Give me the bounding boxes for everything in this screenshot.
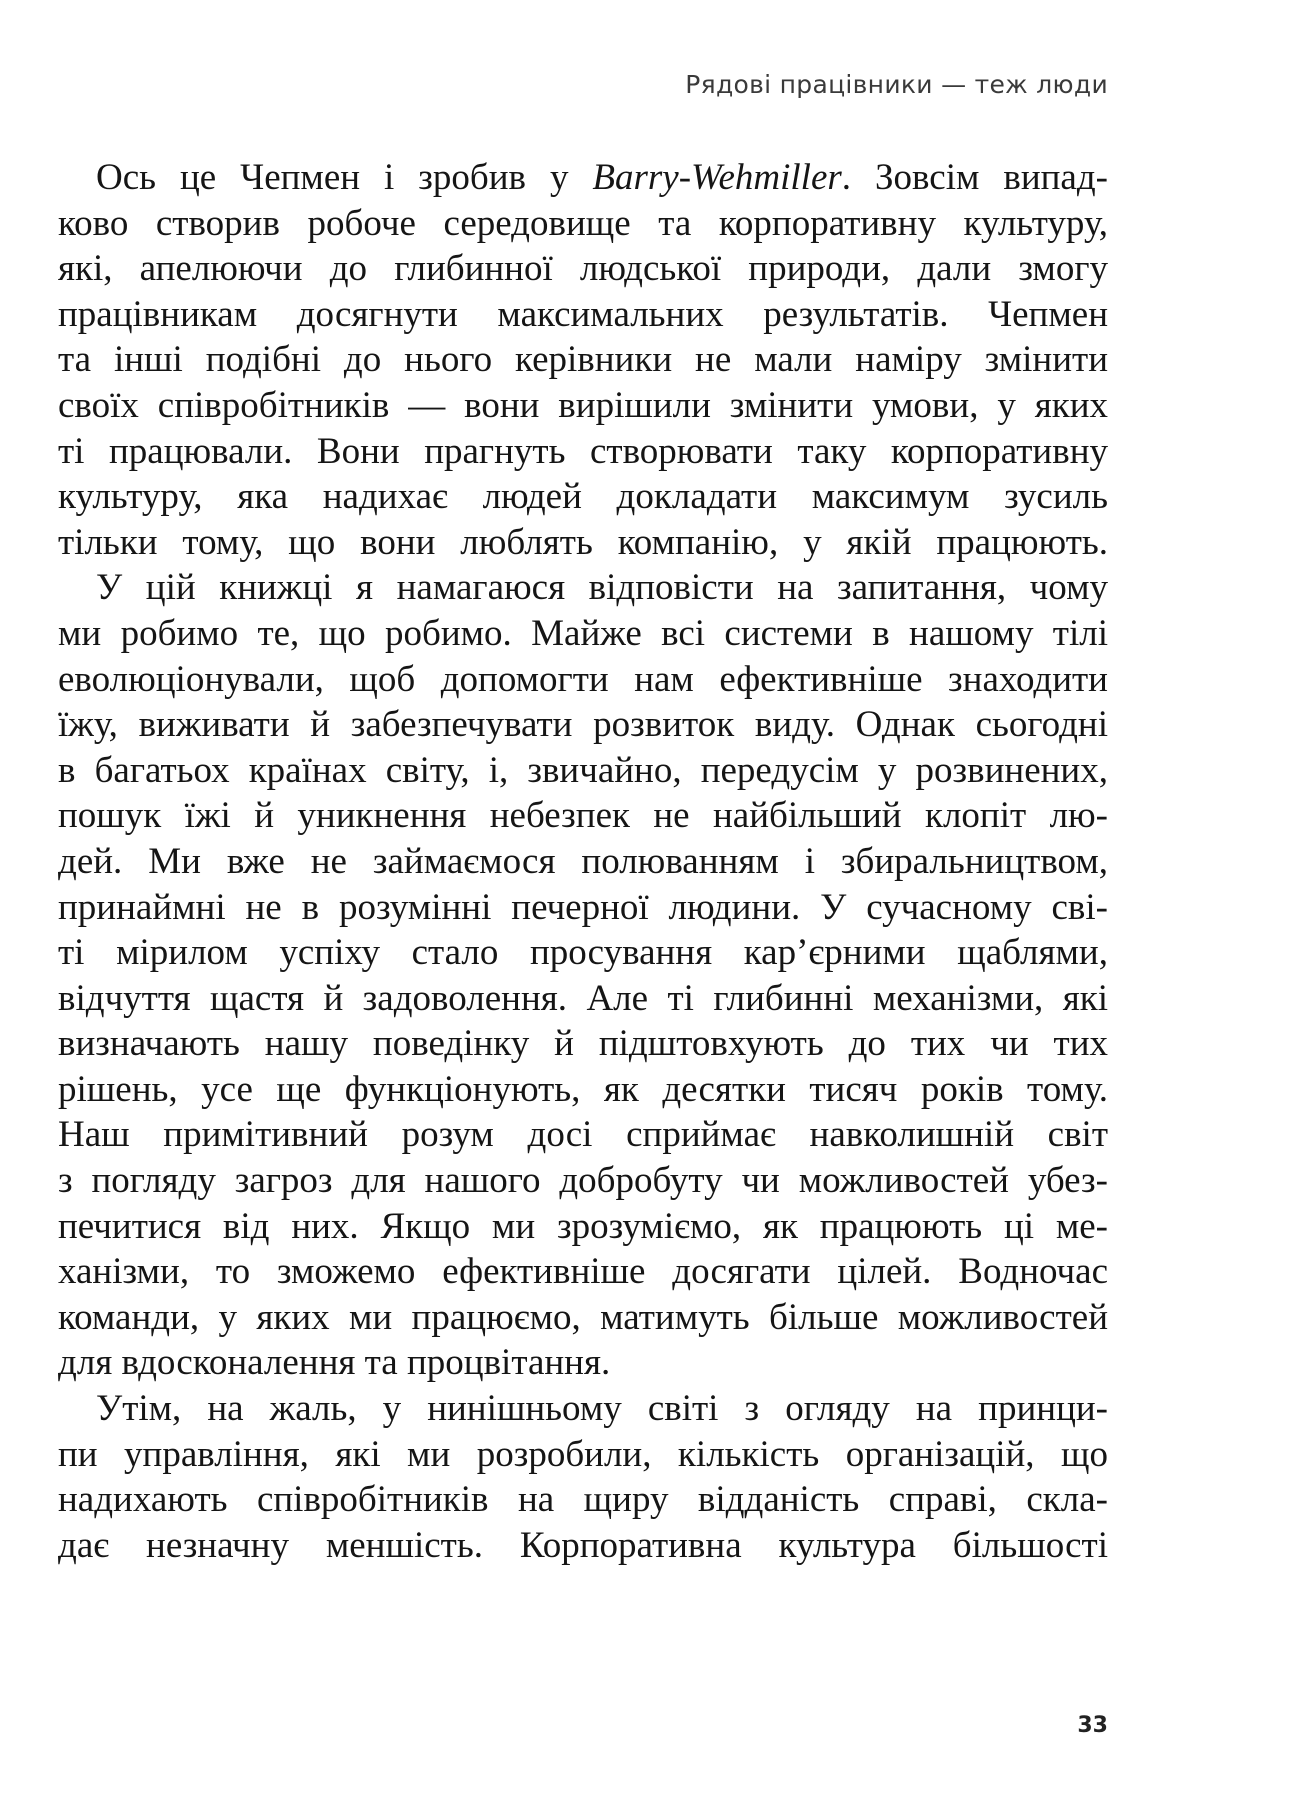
text-line [58,155,1108,201]
text-line: ково створив робоче середовище та корпоративну культуру, [58,202,1108,244]
text-line: для вдосконалення та процвітання. [58,1342,611,1384]
text-line: ми робимо те, що робимо. Майже всі системи в нашому тілі [58,612,1108,654]
text-line: надихають співробітників на щиру відданість справі, скла- [58,1479,1108,1521]
text-line: команди, у яких ми працюємо, матимуть більше можливостей [58,1296,1108,1338]
text-line: Наш примітивний розум досі сприймає навколишній світ [58,1114,1108,1156]
text-line: ханізми, то зможемо ефективніше досягати цілей. Водночас [58,1251,1108,1293]
text-line: їжу, виживати й забезпечувати розвиток виду. Однак сьогодні [58,704,1108,746]
text-line: з погляду загроз для нашого добробуту чи можливостей убез- [58,1160,1108,1202]
text-line: ті мірилом успіху стало просування кар’єрними щаблями, [58,932,1108,974]
text-line: тільки тому, що вони люблять компанію, у якій працюють. [58,521,1108,563]
text-line: визначають нашу поведінку й підштовхують до тих чи тих [58,1023,1108,1065]
text-line: своїх співробітників — вони вирішили змінити умови, у яких [58,384,1108,426]
text-line: культуру, яка надихає людей докладати максимум зусиль [58,476,1108,518]
text-line: та інші подібні до нього керівники не мали наміру змінити [58,339,1108,381]
text-run: . Зовсім випад- [841,157,1108,198]
running-head: Рядові працівники — теж люди [685,70,1108,99]
text-line: пи управління, які ми розробили, кількість організацій, що [58,1433,1108,1475]
text-line: пошук їжі й уникнення небезпек не найбільший клопіт лю- [58,795,1108,837]
text-line: Утім, на жаль, у нинішньому світі з огляду на принци- [96,1388,1108,1430]
company-name: Barry-Wehmiller [592,157,842,198]
text-line: ті працювали. Вони прагнуть створювати таку корпоративну [58,430,1108,472]
text-run: Ось це Чепмен і зробив у [96,157,593,198]
text-line: принаймні не в розумінні печерної людини. У сучасному сві- [58,886,1108,928]
text-line: У цій книжці я намагаюся відповісти на запитання, чому [96,567,1108,609]
body-text [58,155,1108,1568]
text-line: в багатьох країнах світу, і, звичайно, передусім у розвинених, [58,749,1108,791]
text-line: які, апелюючи до глибинної людської природи, дали змогу [58,248,1108,290]
text-line: рішень, усе ще функціонують, як десятки тисяч років тому. [58,1068,1108,1110]
text-line: дає незначну меншість. Корпоративна культура більшості [58,1524,1108,1566]
text-line: працівникам досягнути максимальних результатів. Чепмен [58,293,1108,335]
page-number: 33 [1077,1713,1108,1738]
text-line: дей. Ми вже не займаємося полюванням і збиральництвом, [58,840,1108,882]
text-line: еволюціонували, щоб допомогти нам ефективніше знаходити [58,658,1108,700]
text-line: відчуття щастя й задоволення. Але ті глибинні механізми, які [58,977,1108,1019]
text-line: печитися від них. Якщо ми зрозуміємо, як працюють ці ме- [58,1205,1108,1247]
